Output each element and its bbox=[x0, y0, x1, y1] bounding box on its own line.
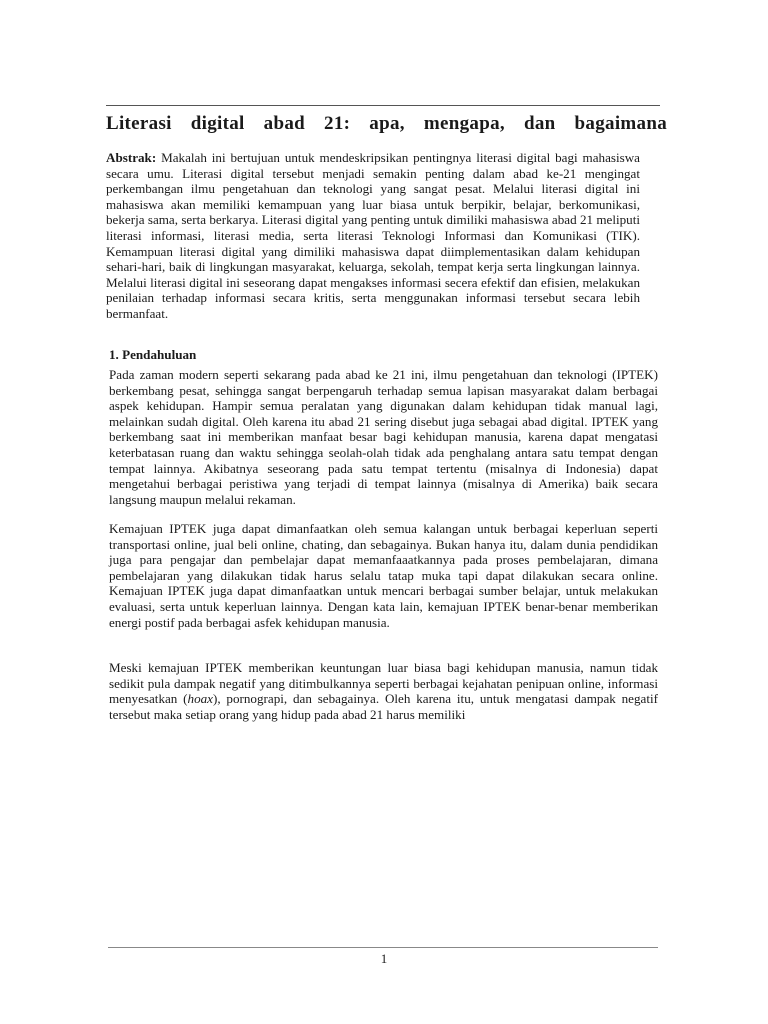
body-paragraph-3-part-1: Meski kemajuan IPTEK memberikan keuntungan luar biasa bagi kehidupan manusia, namun tidak sedikit pula dampak negatif yang ditimbulkannya seperti berbagai kejahatan penipuan online, informasi menyesatkan ( bbox=[109, 660, 658, 707]
section-heading: 1. Pendahuluan bbox=[109, 347, 197, 362]
footer-rule bbox=[108, 947, 658, 948]
header-rule bbox=[106, 105, 660, 106]
page-number: 1 bbox=[380, 951, 388, 966]
body-paragraph-3-part-2: ), pornograpi, dan sebagainya. Oleh karena itu, untuk mengatasi dampak negatif tersebut maka setiap orang yang hidup pada abad 21 harus memiliki bbox=[109, 691, 658, 722]
hoax-italic-term: hoax bbox=[187, 691, 213, 707]
body-paragraph-1: Pada zaman modern seperti sekarang pada abad ke 21 ini, ilmu pengetahuan dan teknologi (IPTEK) berkembang pesat, sehingga sangat berpengaruh terhadap semua lapisan masyarakat dalam berbagai aspek kehidupan. Hampir semua peralatan yang digunakan dalam kehidupan tidak manual lagi, melainkan sudah digital. Oleh karena itu abad 21 sering disebut juga sebagai abad digital. IPTEK yang berkembang saat ini memberikan manfaat besar bagi kehidupan manusia, karena dapat mengatasi keterbatasan ruang dan waktu sehingga seolah-olah tidak ada penghalang antara satu tempat dengan tempat lainnya. Akibatnya seseorang pada satu tempat tertentu (misalnya di Indonesia) dapat mengetahui berbagai peristiwa yang terjadi di tempat lainnya (misalnya di Amerika) baik secara langsung maupun melalui rekaman. bbox=[109, 367, 658, 507]
abstract-text: Makalah ini bertujuan untuk mendeskripsikan pentingnya literasi digital bagi mahasiswa secara umu. Literasi digital tersebut menjadi semakin penting dalam abad ke-21 mengingat perkembangan ilmu pengetahuan dan teknologi yang sangat pesat. Melalui literasi digital ini mahasiswa akan memiliki kemampuan yang luar biasa untuk berpikir, belajar, berkomunikasi, bekerja sama, serta berkarya. Literasi digital yang penting untuk dimiliki mahasiswa abad 21 meliputi literasi informasi, literasi media, serta literasi Teknologi Informasi dan Komunikasi (TIK). Kemampuan literasi digital yang dimiliki mahasiswa dapat diimplementasikan dalam kehidupan sehari-hari, baik di lingkungan masyarakat, keluarga, sekolah, tempat kerja serta lingkungan lainnya. Melalui literasi digital ini seseorang dapat mengakses informasi secera efektif dan efisien, melakukan penilaian terhadap informasi secara kritis, serta menggunakan informasi tersebut secara lebih bermanfaat. bbox=[106, 150, 640, 321]
abstract-label: Abstrak: bbox=[106, 150, 157, 165]
body-paragraph-2: Kemajuan IPTEK juga dapat dimanfaatkan oleh semua kalangan untuk berbagai keperluan seperti transportasi online, jual beli online, chating, dan sebagainya. Bukan hanya itu, dalam dunia pendidikan juga para pengajar dan pembelajar dapat memanfaaatkannya pada proses pembelajaran, dimana pembelajaran yang dilakukan tidak harus selalu tatap muka tapi dapat dilakukan secara online. Kemajuan IPTEK juga dapat dimanfaatkan untuk mencari berbagai sumber belajar, untuk melakukan evaluasi, serta untuk keperluan lainnya. Dengan kata lain, kemajuan IPTEK benar-benar memberikan energi postif pada berbagai asfek kehidupan manusia. bbox=[109, 521, 658, 630]
body-paragraph-3 bbox=[109, 660, 658, 722]
document-title: Literasi digital abad 21: apa, mengapa, dan bagaimana bbox=[106, 113, 667, 134]
abstract-paragraph bbox=[106, 150, 640, 322]
